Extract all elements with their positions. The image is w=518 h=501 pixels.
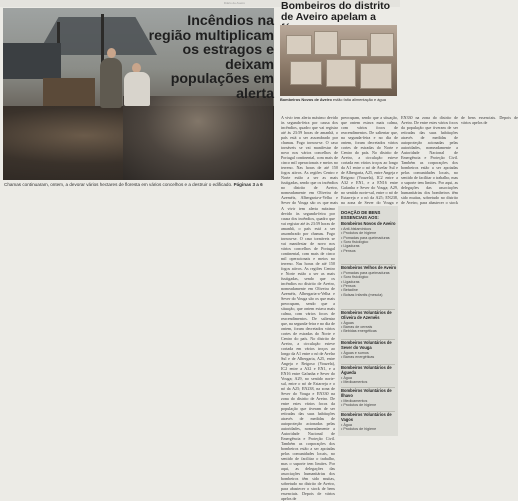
group-item: • Pomadas para queimaduras: [341, 235, 390, 240]
donation-group: [341, 311, 397, 334]
group-item: • Barras de cereais: [341, 325, 373, 329]
group-item: • Água: [341, 375, 352, 380]
supply-box: [290, 61, 322, 85]
person-head: [107, 48, 116, 58]
group-item: • Água: [341, 422, 352, 427]
group-title: Bombeiros Voluntários de Vagos: [341, 412, 392, 422]
group-item: • Anti-histamínicos: [341, 226, 372, 231]
donation-group: [341, 222, 397, 253]
group-title: Bombeiros Novos de Aveiro: [341, 221, 396, 226]
group-item: • Medicamentos: [341, 380, 368, 384]
supply-box: [286, 35, 312, 55]
group-title: Bombeiros Voluntários de Sever do Vouga: [341, 340, 392, 350]
donation-group: [341, 366, 397, 384]
group-item: • Águas e sumos: [341, 350, 369, 355]
caption-text: Chamas continuaram, ontem, a devorar vários hectares de floresta em vários concelhos e a destruir o edificado: [4, 182, 231, 187]
group-item: • Bolsas Infantis (mescla): [341, 292, 383, 297]
right-caption-kicker: Bombeiros Novos de Aveiro: [280, 97, 332, 102]
photo-caption: Chamas continuaram, ontem, a devorar vários hectares de floresta em vários concelhos e a destruir o edificado. Páginas 3 a 6: [4, 182, 263, 187]
donation-group: [341, 389, 397, 407]
group-item: • Pensos: [341, 248, 356, 253]
right-photo: [280, 25, 397, 96]
donation-group: [341, 413, 397, 431]
lead-headline: Incêndios na região multiplicam os estragos e deixam populações em alerta: [148, 13, 274, 102]
supply-box: [340, 39, 368, 57]
right-headline: Bombeiros do distrito de Aveiro apelam a: [281, 0, 391, 23]
group-item: • Produtos de higiene: [341, 231, 377, 236]
sidebar-title: DOAÇÃO DE BENS ESSENCIAIS AOS:: [341, 210, 381, 220]
group-item: • Águas: [341, 320, 354, 325]
masthead: Diário de Aveiro: [223, 1, 245, 5]
person-woman: [124, 72, 150, 106]
group-title: Bombeiros Voluntários de Águeda: [341, 365, 392, 375]
group-item: • Soro fisiológico: [341, 240, 369, 245]
person-man: [100, 58, 122, 108]
group-item: • Barras energéticas: [341, 355, 375, 359]
right-caption: [280, 98, 398, 103]
donation-group: [341, 341, 397, 359]
article-body-continued: [281, 206, 335, 501]
group-item: • Ligaduras: [341, 279, 360, 284]
body-text: A vivir tem alerta máximo devido às segunda-feira por causa dos incêndios, quadro que vai registar até às 23:59 horas de amanhã, o país está a ser assombrado por chamas. Fogo tornou-se. O caso tornáveis se vai manifestar de novo nos vários concelhos de Portugal continental, com mais de cinco mil operacionais e meios no terreno. Nas horas de até 150 fogos ativos. As regiões Centro e Norte estão a ser as mais fustigadas, sendo que os incêndios no distrito de Aveiro, nomeadamente em Oliveira de Azeméis, Albergaria-a-Velha e Sever do Vouga são os que mais preocupam, sendo que a situação, que ontem estava mais calma, com vários focos de reacendimentos. De salientar que, na segunda-feira e no dia de ontem, foram decretados vários cortes de estradas do Norte e Centro do país. No distrito de Aveiro, a circulação esteve cortada em vários troços ao longo da A1 entre o nó de Avelar Sul e de Albergaria, A25, entre Angeja e Reigoso (Vouzela), IC2 entre a A32 e EN1, e a EN16 entre Gafanha e Sever do Vouga; A29, no sentido norte-sul, entre o nó de Estarreja e o nó da A25; EN238, na zona de Sever do Vouga e EN330 na zona do distrito de Aveiro. De entre estes vários focos da população que tiveram de ser retiradas das suas habitações através de medidas de autoproteção acionadas pelas autoridades, nomeadamente a Autoridade Nacional de Emergência e Proteção Civil. Também as corporações dos bombeiros estão a ser apoiadas pelas comunidades locais, no sentido de facilitar o trabalho, mas o suporte tem limites. Por aqui, as delegações das associações humanitárias dos bombeiros têm sido muitas, sobretudo no distrito de Aveiro, para abastecer o stock de bens essenciais. Depois de vários apelos de: [281, 206, 335, 501]
caption-page-ref: Páginas 3 a 6: [233, 182, 263, 187]
group-item: • Soro fisiológico: [341, 275, 369, 280]
supply-box: [326, 59, 356, 87]
donation-group: [341, 266, 397, 297]
supply-box: [360, 63, 392, 89]
group-item: • Bebidas energéticas: [341, 329, 377, 334]
group-item: • Pensos: [341, 284, 356, 289]
group-item: • Betadine: [341, 288, 358, 293]
group-title: Bombeiros Velhos de Aveiro: [341, 265, 397, 270]
group-title: Bombeiros Voluntários de Oliveira de Azeméis: [341, 310, 392, 320]
supply-box: [314, 31, 338, 55]
supply-box: [370, 33, 394, 57]
group-item: • Medicamentos: [341, 398, 368, 403]
group-item: • Ligaduras: [341, 244, 360, 249]
body-text: A vivir tem alerta máximo devido às segunda-feira por causa dos incêndios, quadro que vai registar até às 23:59 horas de amanhã, o país está a ser assombrado por chamas. Fogo tornou-se. O caso tornáveis se vai manifestar de novo nos vários concelhos de Portugal continental, com mais de cinco mil operacionais e meios no terreno. Nas horas de até 150 fogos ativos. As regiões Centro e Norte estão a ser as mais fustigadas, sendo que os incêndios no distrito de Aveiro, nomeadamente em Oliveira de Azeméis, Albergaria-a-Velha e Sever do Vouga são os que mais preocupam, sendo que a situação, que ontem estava mais calma, com vários focos de reacendimentos. De salientar que, na segunda-feira e no dia de ontem, foram decretados vários cortes de estradas do Norte e Centro do país. No distrito de Aveiro, a circulação esteve cortada em vários troços ao longo da A1 entre o nó de Avelar Sul e de Albergaria, A25, entre Angeja e Reigoso (Vouzela), IC2 entre a A32 e EN1, e a EN16 entre Gafanha e Sever do Vouga; A29, no sentido norte-sul, entre o nó de Estarreja e o nó da A25; EN238, na zona de Sever do Vouga e EN330 na zona do distrito de Aveiro. De entre estes vários focos da população que tiveram de ser retiradas das suas habitações através de medidas de autoproteção acionadas pelas autoridades, nomeadamente a Autoridade Nacional de Emergência e Proteção Civil. Também as corporações dos bombeiros estão a ser apoiadas pelas comunidades locais, no sentido de facilitar o trabalho, mas o suporte tem limites. Por aqui, as delegações das associações humanitárias dos bombeiros têm sido muitas, sobretudo no distrito de Aveiro, para abastecer o stock de bens essenciais. Depois de vários apelos de: [281, 115, 518, 205]
right-caption-text: estão falta alimentação e água: [332, 97, 386, 102]
debris-pile: [123, 96, 273, 180]
donations-sidebar: [338, 206, 398, 436]
article-body: [281, 115, 518, 205]
burnt-shelf: [3, 43, 61, 79]
group-title: Bombeiros Voluntários de Ílhavo: [341, 388, 392, 398]
group-item: • Pomadas para queimaduras: [341, 270, 390, 275]
group-item: • Produtos de higiene: [341, 403, 377, 407]
group-item: • Produtos de higiene: [341, 427, 377, 431]
